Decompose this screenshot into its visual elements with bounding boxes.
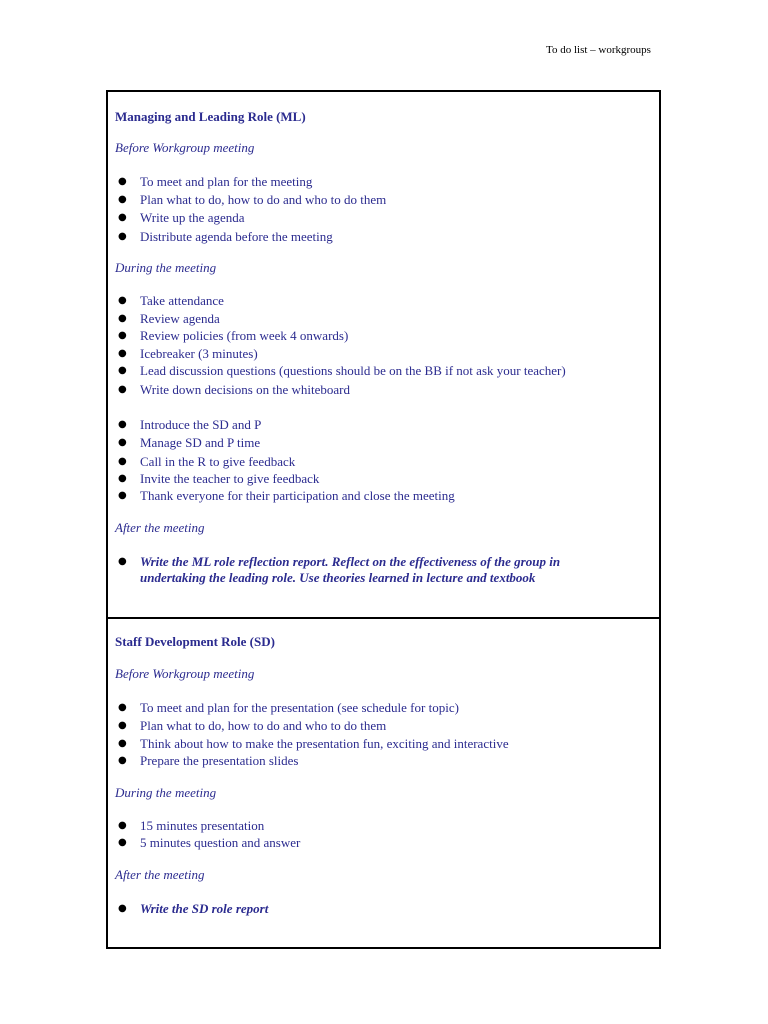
list-item: ● Review agenda — [118, 311, 220, 326]
ml-role-section — [106, 90, 661, 619]
ml-after-label: After the meeting — [115, 520, 205, 535]
list-item: ● Call in the R to give feedback — [118, 454, 296, 469]
bullet-icon: ● — [118, 437, 127, 448]
bullet-icon: ● — [118, 903, 127, 914]
list-item: ● Icebreaker (3 minutes) — [118, 346, 258, 361]
list-item: ● Write the SD role report — [118, 901, 269, 916]
page-header: To do list – workgroups — [546, 44, 651, 56]
sd-before-label: Before Workgroup meeting — [115, 666, 255, 681]
sd-section-title: Staff Development Role (SD) — [115, 634, 275, 649]
bullet-icon: ● — [118, 313, 127, 324]
list-item: ● Take attendance — [118, 293, 224, 308]
list-item: ● Review policies (from week 4 onwards) — [118, 328, 349, 343]
list-item: ● 5 minutes question and answer — [118, 835, 301, 850]
bullet-icon: ● — [118, 295, 127, 306]
list-item: ● To meet and plan for the meeting — [118, 174, 313, 189]
sd-role-section — [106, 617, 661, 949]
bullet-icon: ● — [118, 194, 127, 205]
list-item: ● Manage SD and P time — [118, 435, 261, 450]
bullet-icon: ● — [118, 212, 127, 223]
list-item: ● Prepare the presentation slides — [118, 753, 299, 768]
bullet-icon: ● — [118, 365, 127, 376]
bullet-icon: ● — [118, 820, 127, 831]
list-item: ● Thank everyone for their participation and close the meeting — [118, 488, 455, 503]
list-item: ● Think about how to make the presentation fun, exciting and interactive — [118, 736, 509, 751]
sd-during-label: During the meeting — [115, 785, 217, 800]
bullet-icon: ● — [118, 837, 127, 848]
bullet-icon: ● — [118, 231, 127, 242]
list-item: ● Distribute agenda before the meeting — [118, 229, 333, 244]
bullet-icon: ● — [118, 702, 127, 713]
bullet-icon: ● — [118, 348, 127, 359]
bullet-icon: ● — [118, 556, 127, 567]
list-item: ● Lead discussion questions (questions should be on the BB if not ask your teacher) — [118, 363, 566, 378]
ml-before-label: Before Workgroup meeting — [115, 140, 255, 155]
list-item: ● Plan what to do, how to do and who to do them — [118, 192, 387, 207]
list-item: ● Invite the teacher to give feedback — [118, 471, 320, 486]
list-item: ● Write up the agenda — [118, 210, 245, 225]
sd-after-label: After the meeting — [115, 867, 205, 882]
bullet-icon: ● — [118, 755, 127, 766]
list-item: ● Write down decisions on the whiteboard — [118, 382, 350, 397]
bullet-icon: ● — [118, 738, 127, 749]
bullet-icon: ● — [118, 384, 127, 395]
ml-section-title: Managing and Leading Role (ML) — [115, 109, 306, 124]
list-item-continued: undertaking the leading role. Use theories learned in lecture and textbook — [140, 570, 536, 585]
bullet-icon: ● — [118, 720, 127, 731]
list-item: ● Plan what to do, how to do and who to do them — [118, 718, 387, 733]
bullet-icon: ● — [118, 330, 127, 341]
bullet-icon: ● — [118, 490, 127, 501]
list-item: ● Introduce the SD and P — [118, 417, 262, 432]
bullet-icon: ● — [118, 473, 127, 484]
list-item: ● To meet and plan for the presentation (see schedule for topic) — [118, 700, 459, 715]
bullet-icon: ● — [118, 419, 127, 430]
list-item: ● 15 minutes presentation — [118, 818, 265, 833]
bullet-icon: ● — [118, 456, 127, 467]
list-item: ● Write the ML role reflection report. Reflect on the effectiveness of the group in — [118, 554, 561, 569]
bullet-icon: ● — [118, 176, 127, 187]
ml-during-label: During the meeting — [115, 260, 217, 275]
